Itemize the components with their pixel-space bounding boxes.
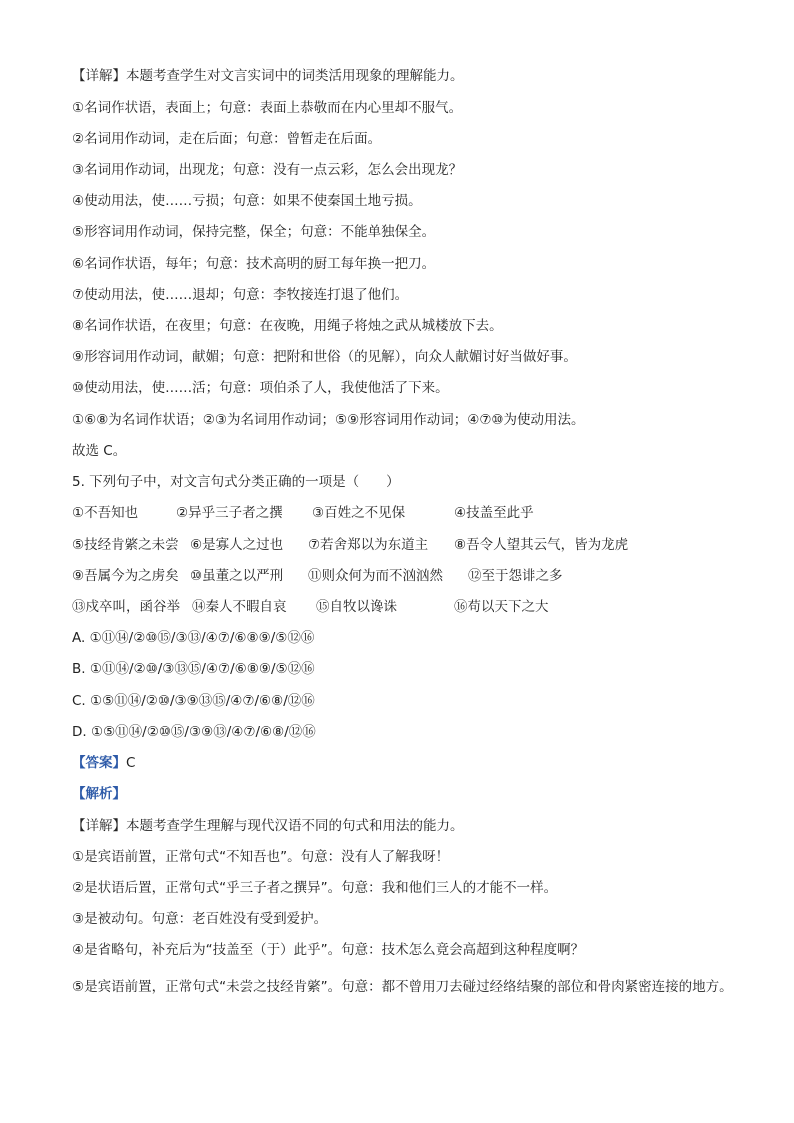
sentence-row-2 xyxy=(72,535,734,555)
explain2-item-1: ①是宾语前置，正常句式“不知吾也”。句意：没有人了解我呀！ xyxy=(72,849,450,865)
explain2-item-2: ②是状语后置，正常句式“乎三子者之撰异”。句意：我和他们三人的才能不一样。 xyxy=(72,880,558,896)
explain1-conclusion: 故选 C。 xyxy=(72,443,127,459)
explain1-item-6: ⑥名词作状语，每年；句意：技术高明的厨工每年换一把刀。 xyxy=(72,256,436,272)
explain2-item-3: ③是被动句。句意：老百姓没有受到爱护。 xyxy=(72,911,328,927)
analysis-line xyxy=(72,784,734,804)
answer-value: C xyxy=(126,755,136,771)
sentence-item: ⑫至于怨诽之多 xyxy=(468,568,563,584)
explain1-item-7: ⑦使动用法，使……退却；句意：李牧接连打退了他们。 xyxy=(72,287,409,303)
sentence-item: ⑤技经肯綮之未尝 xyxy=(72,537,179,553)
choice-a: A. ①⑪⑭/②⑩⑮/③⑬/④⑦/⑥⑧⑨/⑤⑫⑯ xyxy=(72,630,315,646)
sentence-item: ⑧吾令人望其云气，皆为龙虎 xyxy=(454,537,629,553)
sentence-item: ⑮自牧以谗诛 xyxy=(316,599,397,615)
sentence-item: ⑨吾属今为之虏矣 xyxy=(72,568,179,584)
explain1-item-3: ③名词用作动词，出现龙；句意：没有一点云彩，怎么会出现龙？ xyxy=(72,162,463,178)
explain1-item-5: ⑤形容词用作动词，保持完整，保全；句意：不能单独保全。 xyxy=(72,224,436,240)
question5-stem: 5. 下列句子中，对文言句式分类正确的一项是（ ） xyxy=(72,474,400,490)
sentence-item: ⑩虽董之以严刑 xyxy=(190,568,284,584)
sentence-row-1 xyxy=(72,503,734,523)
sentence-item: ⑦若舍郑以为东道主 xyxy=(308,537,429,553)
answer-line xyxy=(72,753,734,773)
sentence-item: ⑭秦人不暇自哀 xyxy=(192,599,287,615)
sentence-item: ④技盖至此乎 xyxy=(454,505,534,521)
sentence-row-3 xyxy=(72,566,734,586)
analysis-tag: 【解析】 xyxy=(72,786,126,802)
sentence-item: ③百姓之不见保 xyxy=(312,505,406,521)
explain2-item-4: ④是省略句，补充后为“技盖至（于）此乎”。句意：技术怎么竟会高超到这种程度啊？ xyxy=(72,942,585,958)
explain1-item-2: ②名词用作动词，走在后面；句意：曾暂走在后面。 xyxy=(72,131,382,147)
explain1-heading: 【详解】本题考查学生对文言实词中的词类活用现象的理解能力。 xyxy=(72,68,464,84)
choice-c: C. ①⑤⑪⑭/②⑩/③⑨⑬⑮/④⑦/⑥⑧/⑫⑯ xyxy=(72,693,315,709)
explain1-item-4: ④使动用法，使……亏损；句意：如果不使秦国土地亏损。 xyxy=(72,193,422,209)
sentence-item: ①不吾知也 xyxy=(72,505,139,521)
explain1-item-9: ⑨形容词用作动词，献媚；句意：把附和世俗（的见解），向众人献媚讨好当做好事。 xyxy=(72,349,577,365)
explain1-summary: ①⑥⑧为名词作状语；②③为名词用作动词；⑤⑨形容词用作动词；④⑦⑩为使动用法。 xyxy=(72,412,585,428)
answer-tag: 【答案】 xyxy=(72,755,126,771)
sentence-item: ⑪则众何为而不汹汹然 xyxy=(308,568,443,584)
explain1-item-10: ⑩使动用法，使……活；句意：项伯杀了人，我使他活了下来。 xyxy=(72,380,449,396)
choice-d: D. ①⑤⑪⑭/②⑩⑮/③⑨⑬/④⑦/⑥⑧/⑫⑯ xyxy=(72,724,316,740)
sentence-item: ②异乎三子者之撰 xyxy=(176,505,283,521)
explain2-heading: 【详解】本题考查学生理解与现代汉语不同的句式和用法的能力。 xyxy=(72,818,464,834)
sentence-item: ⑯苟以天下之大 xyxy=(454,599,549,615)
sentence-row-4 xyxy=(72,597,734,617)
sentence-item: ⑥是寡人之过也 xyxy=(190,537,284,553)
explain2-item-5: ⑤是宾语前置，正常句式“未尝之技经肯綮”。句意：都不曾用刀去碰过经络结聚的部位和骨肉紧密连接的地方。 xyxy=(72,979,733,995)
sentence-item: ⑬戍卒叫，函谷举 xyxy=(72,599,180,615)
explain1-item-1: ①名词作状语，表面上；句意：表面上恭敬而在内心里却不服气。 xyxy=(72,100,463,116)
choice-b: B. ①⑪⑭/②⑩/③⑬⑮/④⑦/⑥⑧⑨/⑤⑫⑯ xyxy=(72,661,315,677)
explain1-item-8: ⑧名词作状语，在夜里；句意：在夜晚，用绳子将烛之武从城楼放下去。 xyxy=(72,318,503,334)
